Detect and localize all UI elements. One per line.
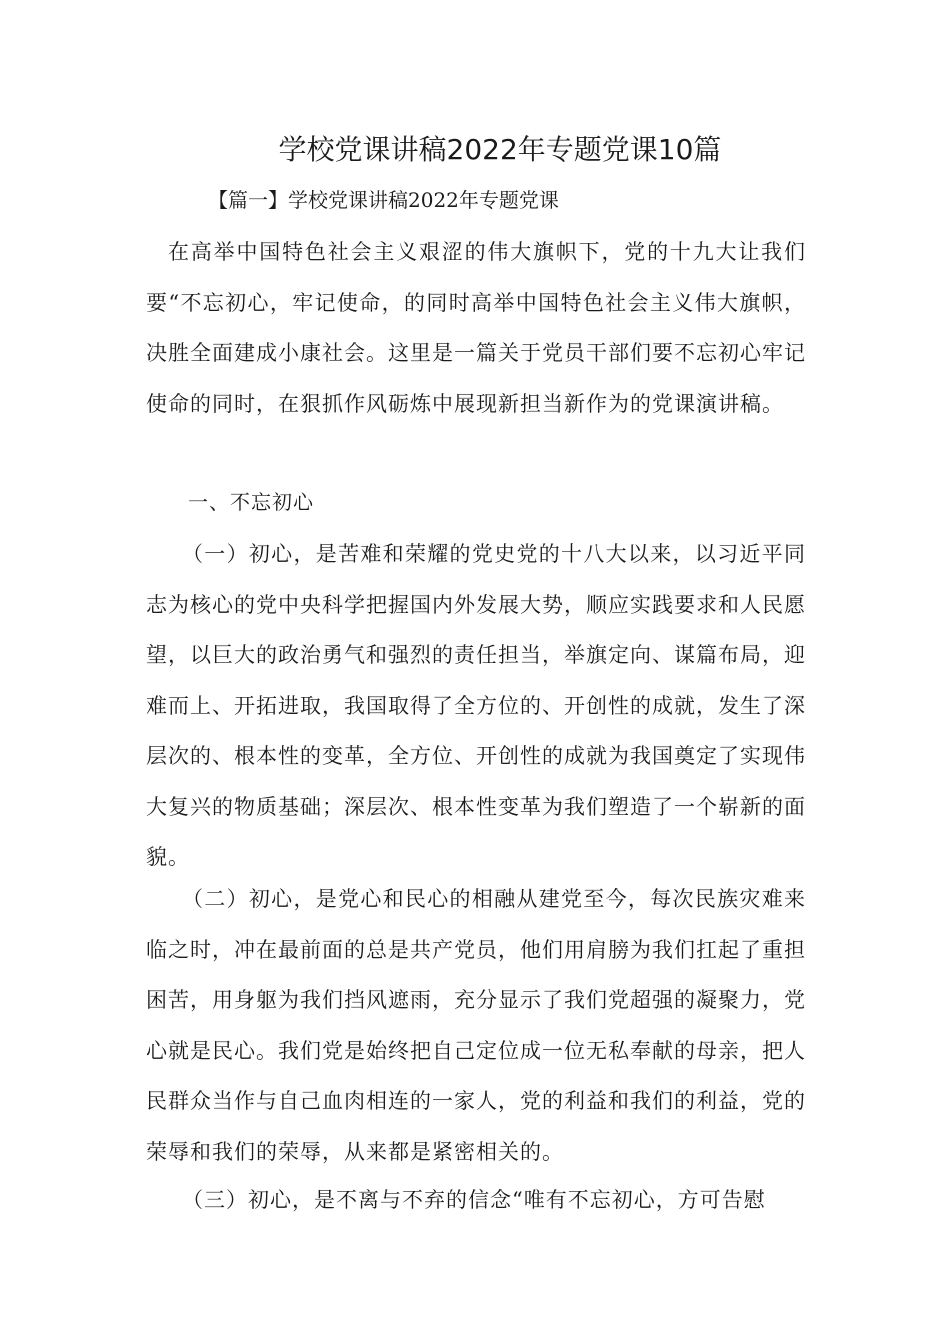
- paragraph-point-1: （一）初心，是苦难和荣耀的党史党的十八大以来，以习近平同志为核心的党中央科学把握国内外发展大势，顺应实践要求和人民愿望，以巨大的政治勇气和强烈的责任担当，举旗定向、谋篇布局，迎难而上、开拓进取，我国取得了全方位的、开创性的成就，发生了深层次的、根本性的变革，全方位、开创性的成就为我国奠定了实现伟大复兴的物质基础；深层次、根本性变革为我们塑造了一个崭新的面貌。: [146, 542, 806, 869]
- heading-not-forget-original-intention: 一、不忘初心: [188, 490, 314, 514]
- paragraph-point-2: （二）初心，是党心和民心的相融从建党至今，每次民族灾难来临之时，冲在最前面的总是共产党员，他们用肩膀为我们扛起了重担困苦，用身躯为我们挡风遮雨，充分显示了我们党超强的凝聚力，党心就是民心。我们党是始终把自己定位成一位无私奉献的母亲，把人民群众当作与自己血肉相连的一家人，党的利益和我们的利益，党的荣辱和我们的荣辱，从来都是紧密相关的。: [146, 887, 806, 1164]
- paragraph-intro: 在高举中国特色社会主义艰涩的伟大旗帜下，党的十九大让我们要“不忘初心，牢记使命，的同时高举中国特色社会主义伟大旗帜，决胜全面建成小康社会。这里是一篇关于党员干部们要不忘初心牢记使命的同时，在狠抓作风砺炼中展现新担当新作为的党课演讲稿。: [146, 240, 806, 416]
- document-title: 学校党课讲稿2022年专题党课10篇: [278, 133, 722, 166]
- paragraph-point-3: （三）初心，是不离与不弃的信念“唯有不忘初心，方可告慰: [182, 1188, 766, 1212]
- section-title: 【篇一】学校党课讲稿2022年专题党课: [208, 188, 559, 212]
